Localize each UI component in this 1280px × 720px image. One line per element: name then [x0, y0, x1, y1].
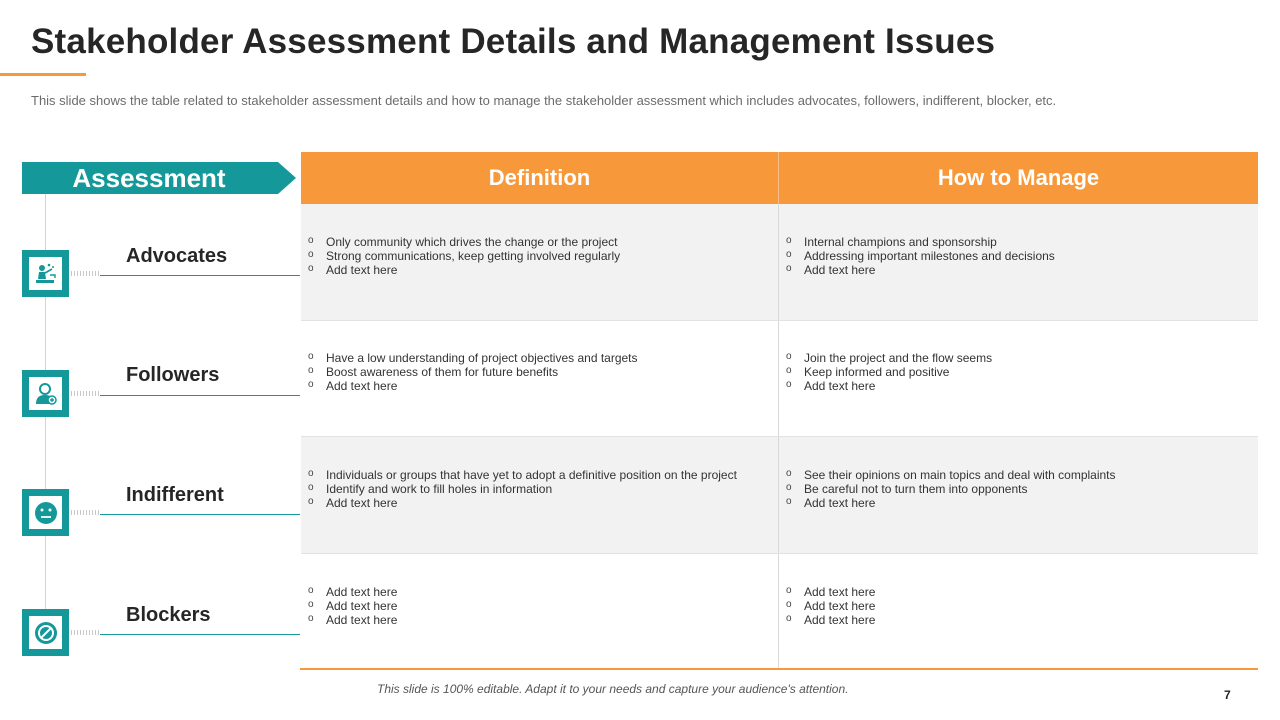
user-add-icon: [22, 370, 69, 417]
label-underline: [100, 395, 300, 396]
bullet-item: o Have a low understanding of project objectives and targets: [308, 351, 638, 365]
bullet-item: o Only community which drives the change or the project: [308, 235, 620, 249]
table-row: [301, 437, 1258, 554]
table-row: [301, 204, 1258, 321]
dotted-connector: [71, 271, 99, 276]
bullet-item: o Be careful not to turn them into opponents: [786, 482, 1116, 496]
bullet-item: o Strong communications, keep getting involved regularly: [308, 249, 620, 263]
bullet-item: o Add text here: [308, 613, 397, 627]
bullet-list: [786, 468, 1116, 510]
how-to-manage-cell: [779, 437, 1258, 553]
assessment-header-label: Assessment: [72, 163, 226, 193]
dotted-connector: [71, 630, 99, 635]
assessment-label: Blockers: [126, 604, 211, 626]
assessment-item-advocates: [22, 245, 300, 300]
page-subtitle: This slide shows the table related to stakeholder assessment details and how to manage the stakeholder assessment which includes advocates, followers, indifferent, blocker, etc.: [31, 93, 1057, 108]
definition-cell: [301, 437, 779, 553]
label-underline: [100, 634, 300, 635]
assessment-label: Advocates: [126, 245, 228, 267]
bullet-item: o Join the project and the flow seems: [786, 351, 992, 365]
bullet-item: o Add text here: [786, 263, 1055, 277]
bullet-item: o Identify and work to fill holes in information: [308, 482, 737, 496]
definition-cell: [301, 321, 779, 437]
bullet-item: o Add text here: [308, 379, 638, 393]
bullet-list: [786, 585, 875, 627]
how-to-manage-cell: [779, 321, 1258, 437]
bullet-item: o Add text here: [786, 379, 992, 393]
neutral-face-icon: [22, 489, 69, 536]
assessment-label: Indifferent: [126, 484, 224, 506]
bullet-item: o Add text here: [308, 599, 397, 613]
page-number: 7: [1224, 688, 1231, 702]
bullet-item: o See their opinions on main topics and deal with complaints: [786, 468, 1116, 482]
presenter-icon: [22, 250, 69, 297]
footer-note: This slide is 100% editable. Adapt it to your needs and capture your audience's attention.: [377, 682, 849, 696]
bullet-list: [308, 235, 620, 277]
label-underline: [100, 275, 300, 276]
bullet-item: o Keep informed and positive: [786, 365, 992, 379]
bullet-item: o Add text here: [786, 585, 875, 599]
dotted-connector: [71, 510, 99, 515]
definition-cell: [301, 204, 779, 320]
bullet-item: o Addressing important milestones and decisions: [786, 249, 1055, 263]
how-to-manage-cell: [779, 204, 1258, 320]
bullet-item: o Add text here: [786, 613, 875, 627]
bullet-list: [308, 585, 397, 627]
dotted-connector: [71, 391, 99, 396]
table-bottom-line: [300, 668, 1258, 670]
bullet-item: o Boost awareness of them for future benefits: [308, 365, 638, 379]
bullet-item: o Add text here: [308, 496, 737, 510]
definition-header: Definition: [301, 152, 779, 204]
bullet-list: [786, 351, 992, 393]
assessment-label: Followers: [126, 364, 220, 386]
blocked-icon: [22, 609, 69, 656]
bullet-item: o Add text here: [308, 263, 620, 277]
bullet-item: o Internal champions and sponsorship: [786, 235, 1055, 249]
table-body: [301, 204, 1258, 670]
assessment-item-indifferent: [22, 484, 300, 539]
bullet-list: [786, 235, 1055, 277]
assessment-header: [22, 162, 296, 194]
assessment-table: [301, 152, 1258, 670]
label-underline: [100, 514, 300, 515]
definition-cell: [301, 554, 779, 671]
how-to-manage-header: How to Manage: [779, 152, 1258, 204]
table-row: [301, 321, 1258, 438]
bullet-item: o Add text here: [786, 599, 875, 613]
assessment-item-blockers: [22, 604, 300, 659]
title-underline: [0, 73, 86, 76]
bullet-item: o Add text here: [786, 496, 1116, 510]
bullet-list: [308, 468, 737, 510]
bullet-item: o Add text here: [308, 585, 397, 599]
page-title: Stakeholder Assessment Details and Management Issues: [31, 22, 996, 61]
assessment-item-followers: [22, 364, 300, 420]
table-row: [301, 554, 1258, 671]
table-header-row: [301, 152, 1258, 204]
bullet-item: o Individuals or groups that have yet to adopt a definitive position on the project: [308, 468, 737, 482]
how-to-manage-cell: [779, 554, 1258, 671]
bullet-list: [308, 351, 638, 393]
